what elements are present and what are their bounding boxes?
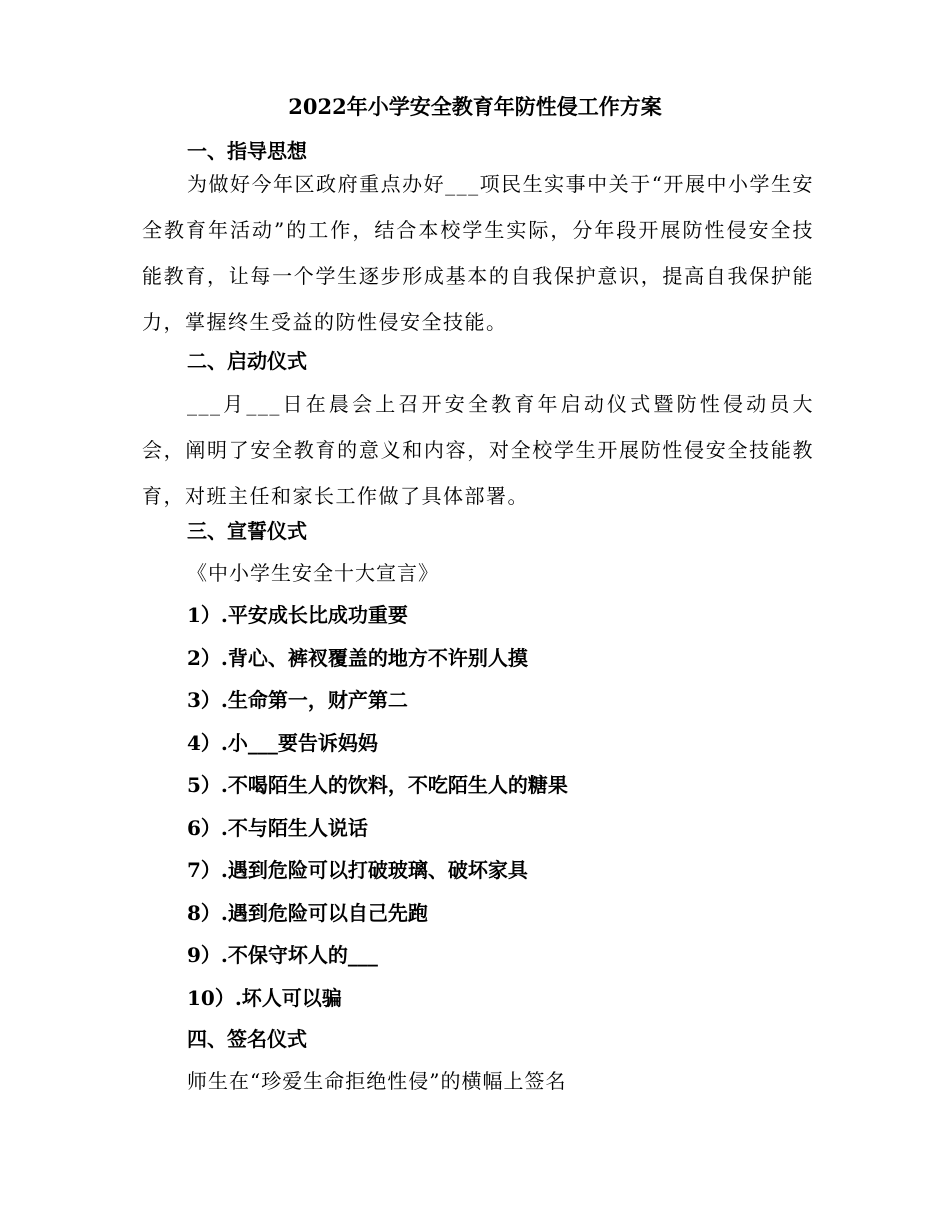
section-heading-oath-ceremony: 三、宣誓仪式 bbox=[187, 519, 307, 543]
oath-declaration-list bbox=[187, 600, 568, 1025]
list-item: 7）.遇到危险可以打破玻璃、破坏家具 bbox=[187, 858, 528, 882]
list-item: 2）.背心、裤衩覆盖的地方不许别人摸 bbox=[187, 645, 528, 670]
list-item: 8）.遇到危险可以自己先跑 bbox=[187, 900, 428, 925]
oath-declaration-title: 《中小学生安全十大宣言》 bbox=[187, 561, 439, 585]
list-item: 4）.小___要告诉妈妈 bbox=[187, 730, 378, 755]
list-item: 5）.不喝陌生人的饮料，不吃陌生人的糖果 bbox=[187, 773, 568, 797]
list-item: 9）.不保守坏人的___ bbox=[187, 943, 378, 967]
list-item: 3）.生命第一，财产第二 bbox=[187, 688, 408, 712]
list-item: 1）.平安成长比成功重要 bbox=[187, 603, 408, 627]
section-text-signing-ceremony: 师生在“珍爱生命拒绝性侵”的横幅上签名 bbox=[187, 1069, 567, 1093]
section-heading-launch-ceremony: 二、启动仪式 bbox=[187, 349, 307, 373]
section-paragraph-launch-ceremony: ___月___日在晨会上召开安全教育年启动仪式暨防性侵动员大会，阐明了安全教育的意义和内容，对全校学生开展防性侵安全技能教育，对班主任和家长工作做了具体部署。 bbox=[142, 392, 814, 508]
document-title: 2022年小学安全教育年防性侵工作方案 bbox=[288, 94, 662, 119]
section-paragraph-guiding-ideology: 为做好今年区政府重点办好___项民生实事中关于“开展中小学生安全教育年活动”的工作，结合本校学生实际，分年段开展防性侵安全技能教育，让每一个学生逐步形成基本的自我保护意识，提高自我保护能力，掌握终生受益的防性侵安全技能。 bbox=[142, 172, 814, 334]
section-heading-signing-ceremony: 四、签名仪式 bbox=[187, 1027, 307, 1051]
list-item: 10）.坏人可以骗 bbox=[187, 985, 342, 1010]
section-heading-guiding-ideology: 一、指导思想 bbox=[187, 139, 307, 163]
list-item: 6）.不与陌生人说话 bbox=[187, 815, 368, 840]
